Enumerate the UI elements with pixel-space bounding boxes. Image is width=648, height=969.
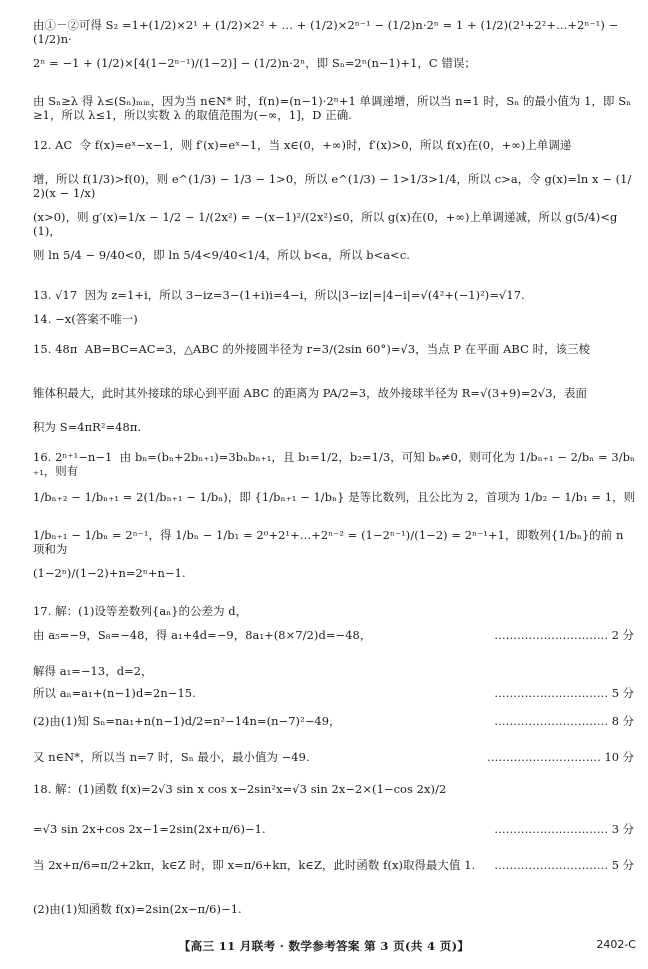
answer-line: 由 a₅=−9，S₈=−48，得 a₁+4d=−9，8a₁+(8×7/2)d=−48， — [33, 628, 372, 642]
answer-line: 则 ln 5/4 − 9/40<0，即 ln 5/4<9/40<1/4，所以 b<a，所以 b<a<c. — [33, 248, 411, 262]
answer-line: (2)由(1)知 Sₙ=na₁+n(n−1)d/2=n²−14n=(n−7)²−49， — [33, 714, 341, 728]
answer-line: 12. AC 令 f(x)=eˣ−x−1，则 f′(x)=eˣ−1，当 x∈(0，+∞)时，f′(x)>0，所以 f(x)在(0，+∞)上单调递 — [33, 138, 572, 152]
answer-line: 锥体积最大，此时其外接球的球心到平面 ABC 的距离为 PA/2=3，故外接球半径为 R=√(3+9)=2√3，表面 — [33, 386, 588, 400]
answer-line: 增，所以 f(1/3)>f(0)，则 e^(1/3) − 1/3 − 1>0，所以 e^(1/3) − 1>1/3>1/4，所以 c>a，令 g(x)=ln x − (1/2)(x − 1/x) — [33, 172, 632, 200]
answer-line: 14. −x(答案不唯一) — [33, 312, 138, 326]
answer-line: 当 2x+π/6=π/2+2kπ，k∈Z 时，即 x=π/6+kπ，k∈Z，此时函数 f(x)取得最大值 1. — [33, 858, 476, 872]
answer-line: (1−2ⁿ)/(1−2)+n=2ⁿ+n−1. — [33, 566, 186, 580]
answer-line: (2)由(1)知函数 f(x)=2sin(2x−π/6)−1. — [33, 902, 242, 916]
score-marker: ………………………… 8 分 — [494, 714, 634, 728]
answer-line: 1/bₙ₊₁ − 1/bₙ = 2ⁿ⁻¹，得 1/bₙ − 1/b₁ = 2⁰+2¹+…+2ⁿ⁻² = (1−2ⁿ⁻¹)/(1−2) = 2ⁿ⁻¹+1，即数列{1/bₙ}的前 n 项和为 — [33, 528, 628, 556]
answer-line: 17. 解：(1)设等差数列{aₙ}的公差为 d， — [33, 604, 248, 618]
answer-line: 所以 aₙ=a₁+(n−1)d=2n−15. — [33, 686, 196, 700]
answer-line: 1/bₙ₊₂ − 1/bₙ₊₁ = 2(1/bₙ₊₁ − 1/bₙ)，即 {1/bₙ₊₁ − 1/bₙ} 是等比数列，且公比为 2，首项为 1/b₂ − 1/b₁ = 1，则 — [33, 490, 636, 504]
answer-line: 2ⁿ = −1 + (1/2)×[4(1−2ⁿ⁻¹)/(1−2)] − (1/2)n·2ⁿ，即 Sₙ=2ⁿ(n−1)+1，C 错误； — [33, 56, 476, 70]
answer-line: 15. 48π AB=BC=AC=3，△ABC 的外接圆半径为 r=3/(2sin 60°)=√3，当点 P 在平面 ABC 时，该三棱 — [33, 342, 591, 356]
answer-line: 由 Sₙ≥λ 得 λ≤(Sₙ)ₘᵢₙ，因为当 n∈N* 时，f(n)=(n−1)·2ⁿ+1 单调递增，所以当 n=1 时，Sₙ 的最小值为 1，即 Sₙ≥1，所以 λ≤1，所以实数 λ 的取值范围为(−∞，1]，D 正确. — [33, 94, 632, 122]
score-marker: ………………………… 5 分 — [494, 858, 634, 872]
answer-line: 13. √17 因为 z=1+i，所以 3−iz=3−(1+i)i=4−i，所以|3−iz|=|4−i|=√(4²+(−1)²)=√17. — [33, 288, 525, 302]
answer-line: 16. 2ⁿ⁺¹−n−1 由 bₙ=(bₙ+2bₙ₊₁)=3bₙbₙ₊₁，且 b₁=1/2，b₂=1/3，可知 bₙ≠0，则可化为 1/bₙ₊₁ − 2/bₙ = 3/bₙ₊₁，则有 — [33, 450, 636, 478]
answer-line: 由①－②可得 S₂ =1+(1/2)×2¹ + (1/2)×2² + … + (1/2)×2ⁿ⁻¹ − (1/2)n·2ⁿ = 1 + (1/2)(2¹+2²+…+2ⁿ⁻¹) − (1/2)n· — [33, 18, 622, 46]
score-marker: ………………………… 5 分 — [494, 686, 634, 700]
answer-line: =√3 sin 2x+cos 2x−1=2sin(2x+π/6)−1. — [33, 822, 266, 836]
page-footer-code: 2402-C — [596, 938, 636, 951]
answer-line: 又 n∈N*，所以当 n=7 时，Sₙ 最小，最小值为 −49. — [33, 750, 310, 764]
answer-line: 积为 S=4πR²=48π. — [33, 420, 142, 434]
answer-line: 解得 a₁=−13，d=2， — [33, 664, 153, 678]
score-marker: ………………………… 2 分 — [494, 628, 634, 642]
answer-line: 18. 解：(1)函数 f(x)=2√3 sin x cos x−2sin²x=√3 sin 2x−2×(1−cos 2x)/2 — [33, 782, 447, 796]
score-marker: ………………………… 3 分 — [494, 822, 634, 836]
score-marker: ………………………… 10 分 — [486, 750, 634, 764]
answer-line: (x>0)，则 g′(x)=1/x − 1/2 − 1/(2x²) = −(x−1)²/(2x²)≤0，所以 g(x)在(0，+∞)上单调递减，所以 g(5/4)<g(1)， — [33, 210, 618, 238]
page-footer-title: 【高三 11 月联考 · 数学参考答案 第 3 页(共 4 页)】 — [178, 939, 470, 953]
